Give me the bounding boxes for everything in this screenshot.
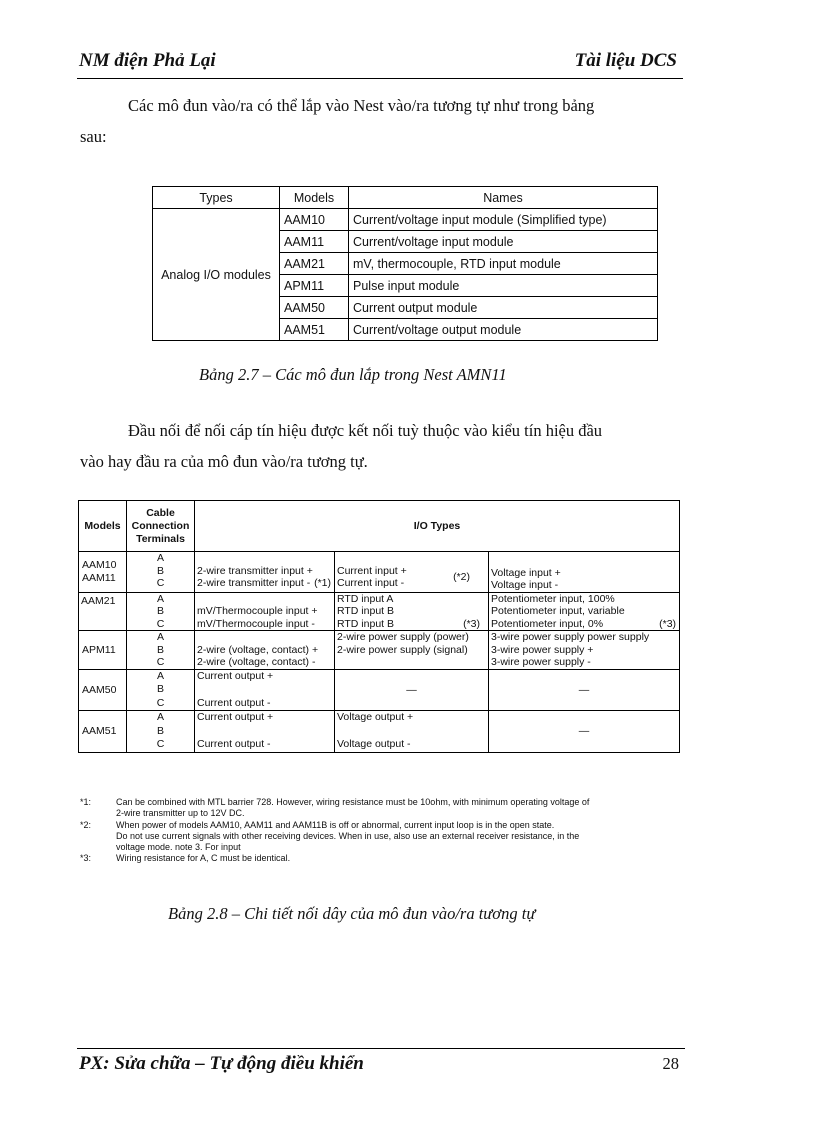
footnote-line: When power of models AAM10, AAM11 and AAM11B is off or abnormal, current input loop is in the open state. xyxy=(116,819,555,830)
io-line: 2-wire (voltage, contact) + xyxy=(197,643,319,656)
io-line: Potentiometer input, 100% xyxy=(491,592,615,605)
name-cell: Current output module xyxy=(349,297,658,319)
io-type-cell xyxy=(335,631,489,670)
page-header xyxy=(77,48,683,79)
note-ref: (*3) xyxy=(463,617,480,630)
note-ref: (*2) xyxy=(453,571,470,583)
terminal-label: A xyxy=(156,552,164,564)
io-type-cell xyxy=(195,552,335,593)
header-right-title: Tài liệu DCS xyxy=(574,50,677,71)
footnote-text xyxy=(116,853,682,864)
io-line: Current input + xyxy=(337,564,407,577)
page-footer xyxy=(77,1048,685,1079)
model-cell: AAM11 xyxy=(280,231,349,253)
intro-line-2: sau: xyxy=(80,127,107,146)
intro-paragraph xyxy=(80,90,682,152)
io-line xyxy=(337,552,486,565)
table-row xyxy=(153,209,658,231)
io-line: Voltage input - xyxy=(491,579,559,591)
terminal-cell xyxy=(127,631,195,670)
name-cell: Current/voltage output module xyxy=(349,319,658,341)
terminal-label: B xyxy=(156,683,164,695)
io-type-cell xyxy=(195,592,335,631)
empty-dash-cell: — xyxy=(335,669,489,711)
footnote-text xyxy=(116,820,682,854)
model-cell: AAM21 xyxy=(280,253,349,275)
table1-caption: Bảng 2.7 – Các mô đun lắp trong Nest AMN11 xyxy=(199,365,507,384)
io-line: Current output - xyxy=(197,738,271,750)
model-cell xyxy=(79,552,127,593)
terminal-label: B xyxy=(156,724,164,737)
modules-table xyxy=(152,186,658,341)
terminal-label: A xyxy=(156,631,164,643)
io-line: RTD input A xyxy=(337,592,394,605)
table-row xyxy=(79,552,680,593)
io-line xyxy=(337,656,486,669)
table2-caption: Bảng 2.8 – Chi tiết nối dây của mô đun vào/ra tương tự xyxy=(168,904,536,923)
io-line: 2-wire transmitter input - xyxy=(197,577,311,589)
io-line: Voltage output - xyxy=(337,738,411,750)
footnote xyxy=(80,820,682,854)
terminal-label: B xyxy=(156,605,164,617)
col-io-types: I/O Types xyxy=(195,501,680,552)
name-cell: Current/voltage input module (Simplified type) xyxy=(349,209,658,231)
io-line: Voltage output + xyxy=(337,711,414,723)
wiring-paragraph xyxy=(80,415,682,477)
table-row xyxy=(79,631,680,670)
io-line: 2-wire transmitter input + xyxy=(197,564,313,577)
intro-line-1: Các mô đun vào/ra có thể lắp vào Nest vào/ra tương tự như trong bảng xyxy=(128,96,595,115)
terminal-label: B xyxy=(156,643,164,656)
note-ref: (*1) xyxy=(314,577,331,589)
footer-department: PX: Sửa chữa – Tự động điều khiển xyxy=(79,1053,364,1074)
name-cell: Current/voltage input module xyxy=(349,231,658,253)
io-type-cell xyxy=(489,552,680,593)
cable-header-line: Terminals xyxy=(136,532,185,545)
footnote-key: *1: xyxy=(80,797,92,807)
io-line: mV/Thermocouple input + xyxy=(197,605,318,617)
io-type-cell xyxy=(195,631,335,670)
io-line xyxy=(197,725,332,739)
footnote xyxy=(80,797,682,820)
footnote-line: 2-wire transmitter up to 12V DC. xyxy=(116,808,245,819)
io-line: 3-wire power supply - xyxy=(491,656,591,668)
io-type-cell xyxy=(335,552,489,593)
header-left-title: NM điện Phả Lại xyxy=(79,50,216,71)
table-row xyxy=(79,711,680,753)
name-cell: mV, thermocouple, RTD input module xyxy=(349,253,658,275)
io-line: RTD input B xyxy=(337,617,394,630)
io-line: 3-wire power supply power supply xyxy=(491,631,650,643)
model-cell: AAM21 xyxy=(79,592,127,631)
io-line xyxy=(337,725,486,739)
col-models: Models xyxy=(79,501,127,552)
footnote-line: voltage mode. note 3. For input xyxy=(116,842,241,853)
io-type-cell xyxy=(195,669,335,711)
io-line: RTD input B xyxy=(337,605,394,617)
wiring-table xyxy=(78,500,680,753)
io-line xyxy=(197,552,332,565)
wiring-line-1: Đầu nối để nối cáp tín hiệu được kết nối tuỳ thuộc vào kiểu tín hiệu đầu xyxy=(128,421,603,440)
io-line: Current output + xyxy=(197,711,274,723)
io-type-cell xyxy=(335,592,489,631)
model-cell: AAM51 xyxy=(79,711,127,753)
io-line: Potentiometer input, 0% xyxy=(491,617,604,630)
terminal-label: A xyxy=(156,669,164,682)
terminal-label: C xyxy=(156,617,165,630)
terminal-cell xyxy=(127,552,195,593)
empty-dash-cell: — xyxy=(489,669,680,711)
io-line xyxy=(197,593,332,606)
io-line: mV/Thermocouple input - xyxy=(197,617,315,630)
empty-dash-cell: — xyxy=(489,711,680,753)
terminal-label: C xyxy=(156,696,165,709)
model-cell: APM11 xyxy=(79,631,127,670)
footnote-text xyxy=(116,797,682,820)
footnote-key: *2: xyxy=(80,819,92,830)
footnote-line: Do not use current signals with other receiving devices. When in use, also use an external receiver resistance, in the xyxy=(116,830,580,841)
footnote-line: Wiring resistance for A, C must be identical. xyxy=(116,853,291,864)
col-models: Models xyxy=(280,187,349,209)
model-cell: AAM50 xyxy=(79,669,127,711)
terminal-label: A xyxy=(156,592,164,605)
footnotes xyxy=(80,797,682,865)
footnote xyxy=(80,853,682,864)
io-line: 2-wire power supply (power) xyxy=(337,631,469,643)
model-name: AAM11 xyxy=(82,571,116,584)
name-cell: Pulse input module xyxy=(349,275,658,297)
terminal-label: C xyxy=(156,738,165,750)
io-line: Current input - xyxy=(337,577,405,589)
cable-header-line: Cable xyxy=(146,506,175,519)
cable-header-line: Connection xyxy=(131,519,190,532)
terminal-label: A xyxy=(156,711,164,723)
modules-table-header xyxy=(153,187,658,209)
model-cell: APM11 xyxy=(280,275,349,297)
io-line: Potentiometer input, variable xyxy=(491,605,625,617)
io-type-cell xyxy=(335,711,489,753)
col-cable-terminals xyxy=(127,501,195,552)
footnote-line: Can be combined with MTL barrier 728. However, wiring resistance must be 10ohm, with minimum operating voltage of xyxy=(116,797,590,807)
io-line: Current output + xyxy=(197,669,274,682)
footnote-key: *3: xyxy=(80,853,92,864)
io-line: 2-wire (voltage, contact) - xyxy=(197,656,316,668)
io-line: 3-wire power supply + xyxy=(491,643,594,656)
terminal-label: B xyxy=(156,564,164,577)
terminal-label: C xyxy=(156,577,165,589)
io-type-cell xyxy=(195,711,335,753)
io-line: Voltage input + xyxy=(491,566,561,579)
io-line xyxy=(197,683,332,697)
terminal-cell xyxy=(127,592,195,631)
col-names: Names xyxy=(349,187,658,209)
model-cell: AAM50 xyxy=(280,297,349,319)
io-line xyxy=(491,552,677,565)
io-type-cell xyxy=(489,592,680,631)
terminal-cell xyxy=(127,669,195,711)
model-name: AAM10 xyxy=(82,559,117,572)
table-row xyxy=(79,669,680,711)
wiring-line-2: vào hay đầu ra của mô đun vào/ra tương tự. xyxy=(80,452,368,471)
io-type-cell xyxy=(489,631,680,670)
io-line: 2-wire power supply (signal) xyxy=(337,643,468,656)
io-line: Current output - xyxy=(197,696,271,709)
terminal-cell xyxy=(127,711,195,753)
note-ref: (*3) xyxy=(659,617,677,630)
col-types: Types xyxy=(153,187,280,209)
wiring-table-header xyxy=(79,501,680,552)
terminal-label: C xyxy=(156,656,165,668)
page-number: 28 xyxy=(662,1054,679,1073)
model-cell: AAM51 xyxy=(280,319,349,341)
table-row xyxy=(79,592,680,631)
category-cell: Analog I/O modules xyxy=(153,209,280,341)
io-line xyxy=(197,631,332,644)
model-cell: AAM10 xyxy=(280,209,349,231)
